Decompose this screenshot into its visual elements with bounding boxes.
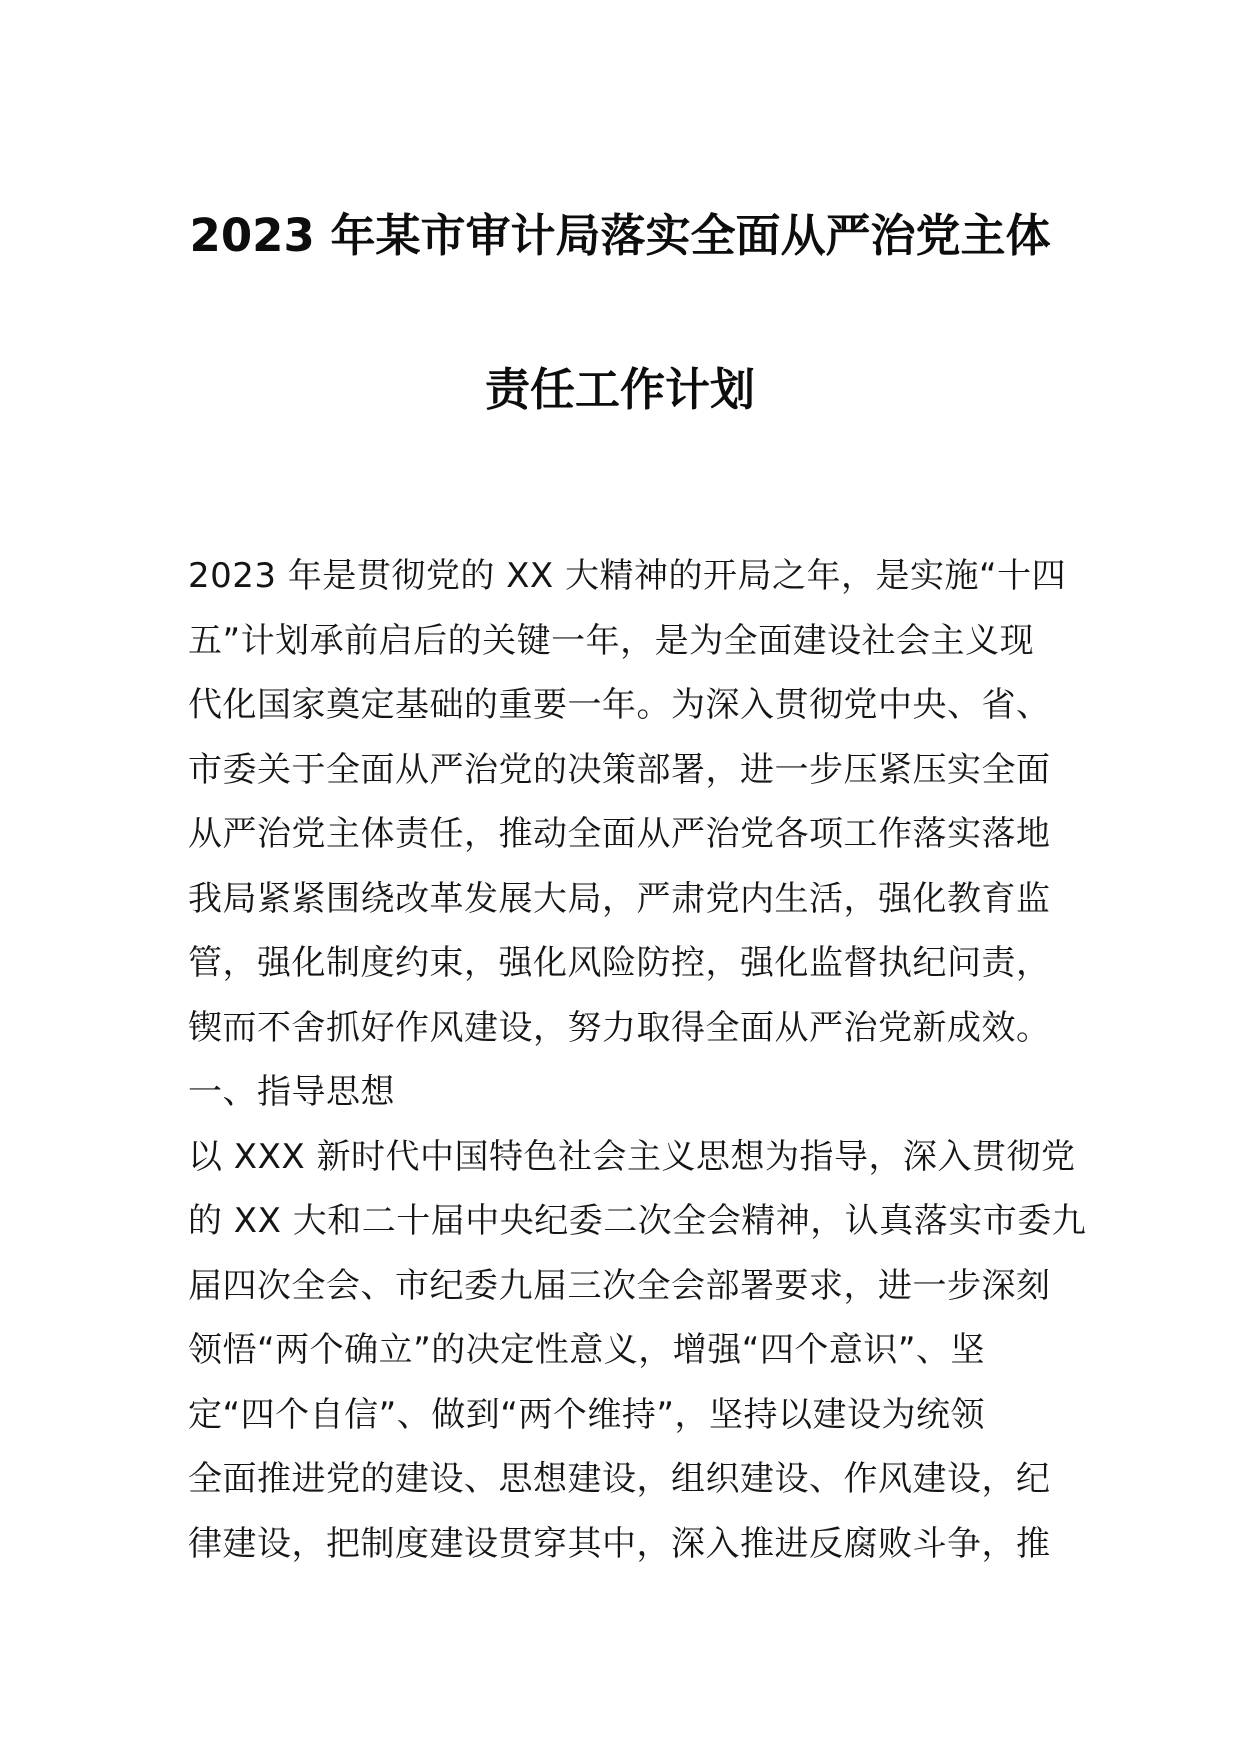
- body-line: 我局紧紧围绕改革发展大局，严肃党内生活，强化教育监: [188, 878, 1051, 919]
- body-line: 五”计划承前启后的关键一年，是为全面建设社会主义现: [188, 620, 1035, 661]
- body-line: 领悟“两个确立”的决定性意义，增强“四个意识”、坚: [188, 1330, 985, 1370]
- body-line: 2023 年是贯彻党的 XX 大精神的开局之年，是实施“十四: [188, 556, 1067, 596]
- document-title-line-2: 责任工作计划: [484, 363, 755, 416]
- section-heading: 一、指导思想: [188, 1072, 395, 1112]
- document-body: [188, 544, 1087, 1576]
- body-line: 锲而不舍抓好作风建设，努力取得全面从严治党新成效。: [188, 1007, 1051, 1048]
- body-line: 的 XX 大和二十届中央纪委二次全会精神，认真落实市委九: [188, 1201, 1087, 1241]
- body-line: 定“四个自信”、做到“两个维持”，坚持以建设为统领: [188, 1394, 985, 1435]
- body-line: 届四次全会、市纪委九届三次全会部署要求，进一步深刻: [188, 1265, 1051, 1306]
- body-line: 管，强化制度约束，强化风险防控，强化监督执纪问责，: [188, 943, 1051, 983]
- body-line: 全面推进党的建设、思想建设，组织建设、作风建设，纪: [188, 1459, 1051, 1499]
- body-line: 从严治党主体责任，推动全面从严治党各项工作落实落地: [188, 814, 1051, 854]
- document-title-line-1: 2023 年某市审计局落实全面从严治党主体: [189, 209, 1051, 262]
- body-line: 律建设，把制度建设贯穿其中，深入推进反腐败斗争，推: [188, 1523, 1051, 1564]
- body-line: 代化国家奠定基础的重要一年。为深入贯彻党中央、省、: [188, 685, 1051, 725]
- body-line: 市委关于全面从严治党的决策部署，进一步压紧压实全面: [188, 749, 1051, 790]
- body-line: 以 XXX 新时代中国特色社会主义思想为指导，深入贯彻党: [188, 1136, 1076, 1177]
